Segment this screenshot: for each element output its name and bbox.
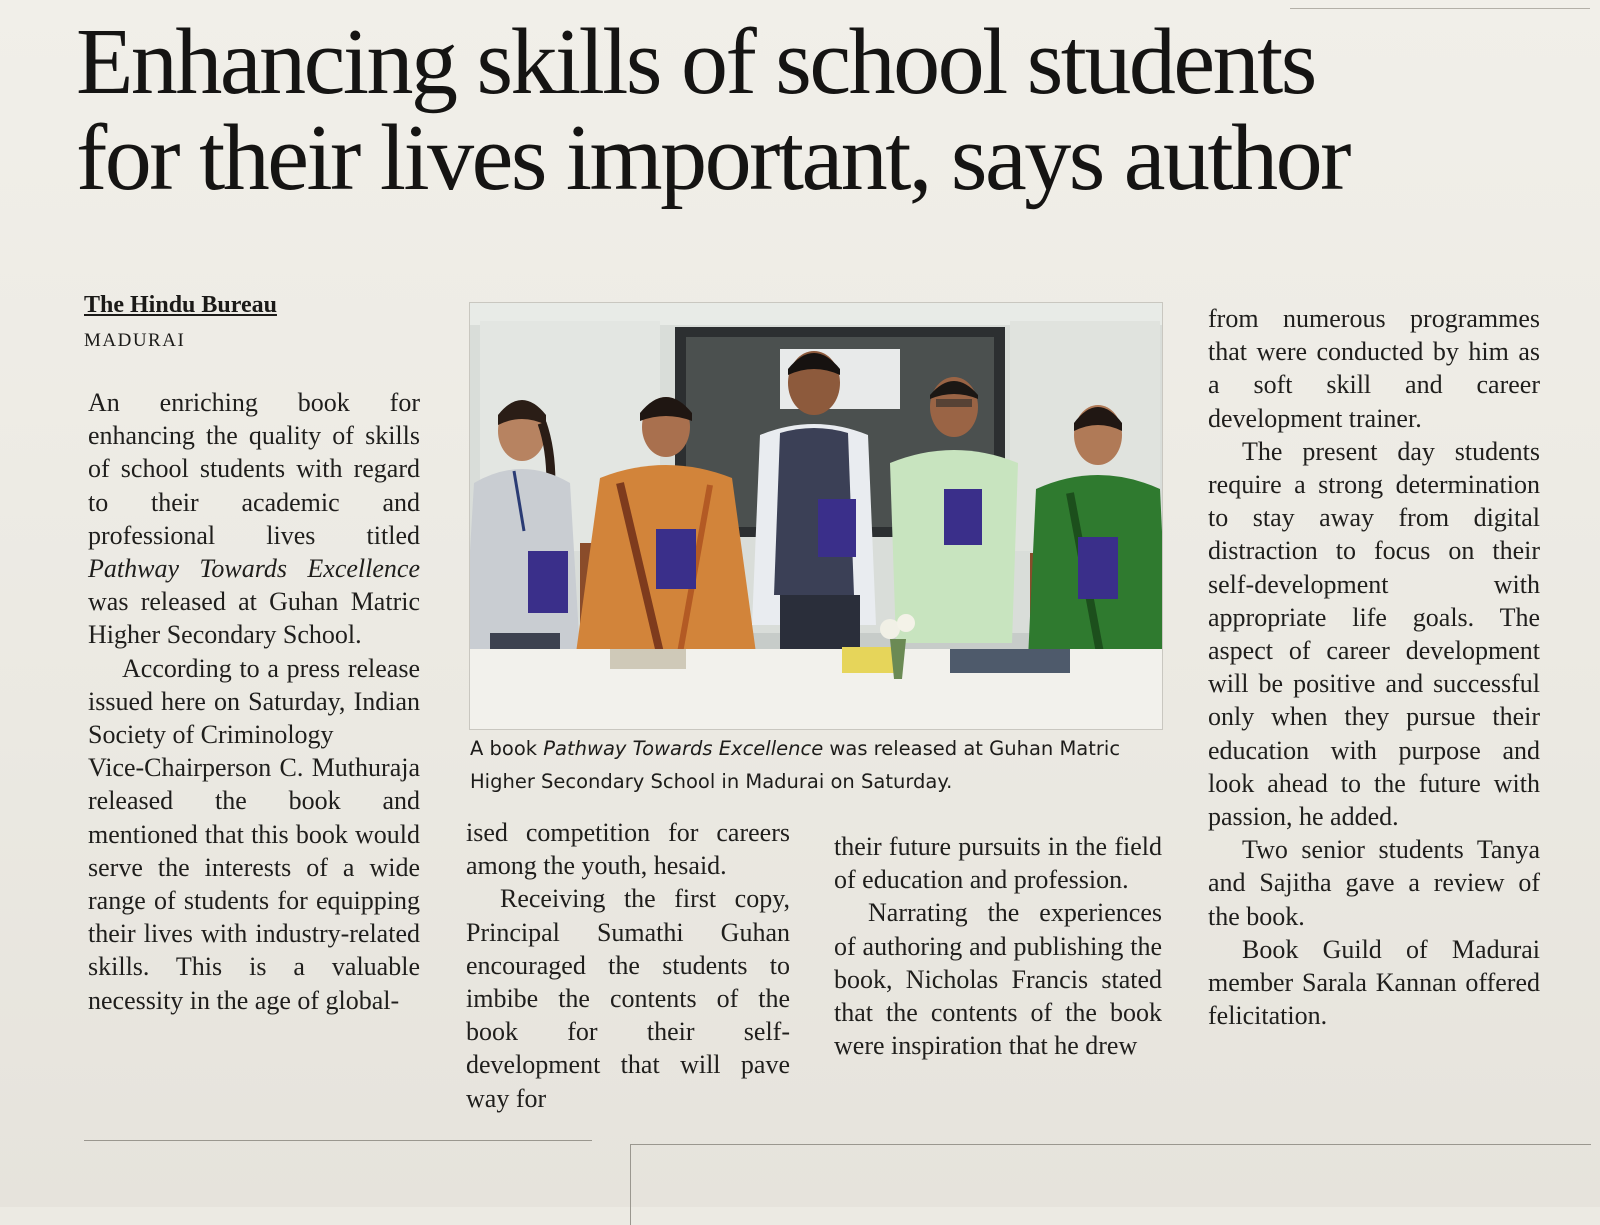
byline: The Hindu Bureau: [84, 292, 277, 318]
paragraph-text: Vice-Chairperson C. Muthuraja released the book and mentioned that this book would serve the interests of a wide range of students for equipping their lives with industry-related skills. This is a valuable necessity in the age of global-: [88, 753, 420, 1015]
book-title-italic: Pathway Towards Excellence: [88, 554, 420, 584]
paragraph-text: An enriching book for enhancing the quality of skills of school students with regard to their academic and professional lives titled: [88, 388, 420, 550]
article-paragraph: [834, 896, 1162, 1062]
photo-caption: [470, 732, 1170, 798]
article-paragraph: [1208, 933, 1540, 1033]
paragraph-text: The present day students require a strong determination to stay away from digital distraction to focus on their self-development with appropriate life goals. The aspect of career development will be positive and successful only when they pursue their education with purpose and look ahead to the future with passion, he added.: [1208, 436, 1540, 832]
article-paragraph: [88, 386, 420, 652]
paragraph-text: Two senior students Tanya and Sajitha gave a review of the book.: [1208, 835, 1540, 931]
paragraph-text: Narrating the experiences of authoring and publishing the book, Nicholas Francis stated that the contents of the book were inspiration that he drew: [834, 898, 1162, 1061]
article-paragraph: [1208, 833, 1540, 933]
caption-text-after: was released at Guhan Matric Higher Secondary School in Madurai on Saturday.: [470, 737, 1121, 793]
article-paragraph: [1208, 302, 1540, 435]
article-column-3: [834, 830, 1162, 1062]
paragraph-text: Book Guild of Madurai member Sarala Kannan offered felicitation.: [1208, 934, 1540, 1031]
book-release-photo: [470, 303, 1162, 729]
paragraph-text: from numerous programmes that were conducted by him as a soft skill and career development trainer.: [1208, 304, 1540, 433]
top-rule: [1290, 8, 1590, 9]
paragraph-text: their future pursuits in the field of education and profession.: [834, 832, 1162, 895]
article-paragraph: [88, 652, 420, 752]
paragraph-text: According to a press release issued here on Saturday, Indian Society of Criminology: [88, 653, 420, 750]
caption-book-title: Pathway Towards Excellence: [543, 737, 824, 760]
adjacent-story-box: [630, 1144, 1591, 1225]
article-paragraph: [466, 816, 790, 882]
article-paragraph: [466, 882, 790, 1114]
headline-line-2: for their lives important, says author: [76, 106, 1349, 210]
dateline: MADURAI: [84, 330, 186, 351]
article-column-1: [88, 386, 420, 1017]
paragraph-text: Receiving the first copy, Principal Sumathi Guhan encouraged the students to imbibe the contents of the book for their self-development that will pave way for: [466, 884, 790, 1113]
news-photo: [470, 303, 1162, 729]
headline: [76, 10, 1556, 210]
paragraph-text: ised competition for careers among the youth, hesaid.: [466, 818, 790, 881]
article-column-4: [1208, 302, 1540, 1032]
caption-text-before: A book: [470, 737, 544, 760]
article-paragraph: [88, 751, 420, 1017]
column-rule: [84, 1140, 592, 1141]
article-column-2: [466, 816, 790, 1115]
headline-line-1: Enhancing skills of school students: [76, 10, 1315, 114]
paragraph-text: was released at Guhan Matric Higher Secondary School.: [88, 587, 420, 650]
article-paragraph: [834, 830, 1162, 896]
article-paragraph: [1208, 435, 1540, 833]
